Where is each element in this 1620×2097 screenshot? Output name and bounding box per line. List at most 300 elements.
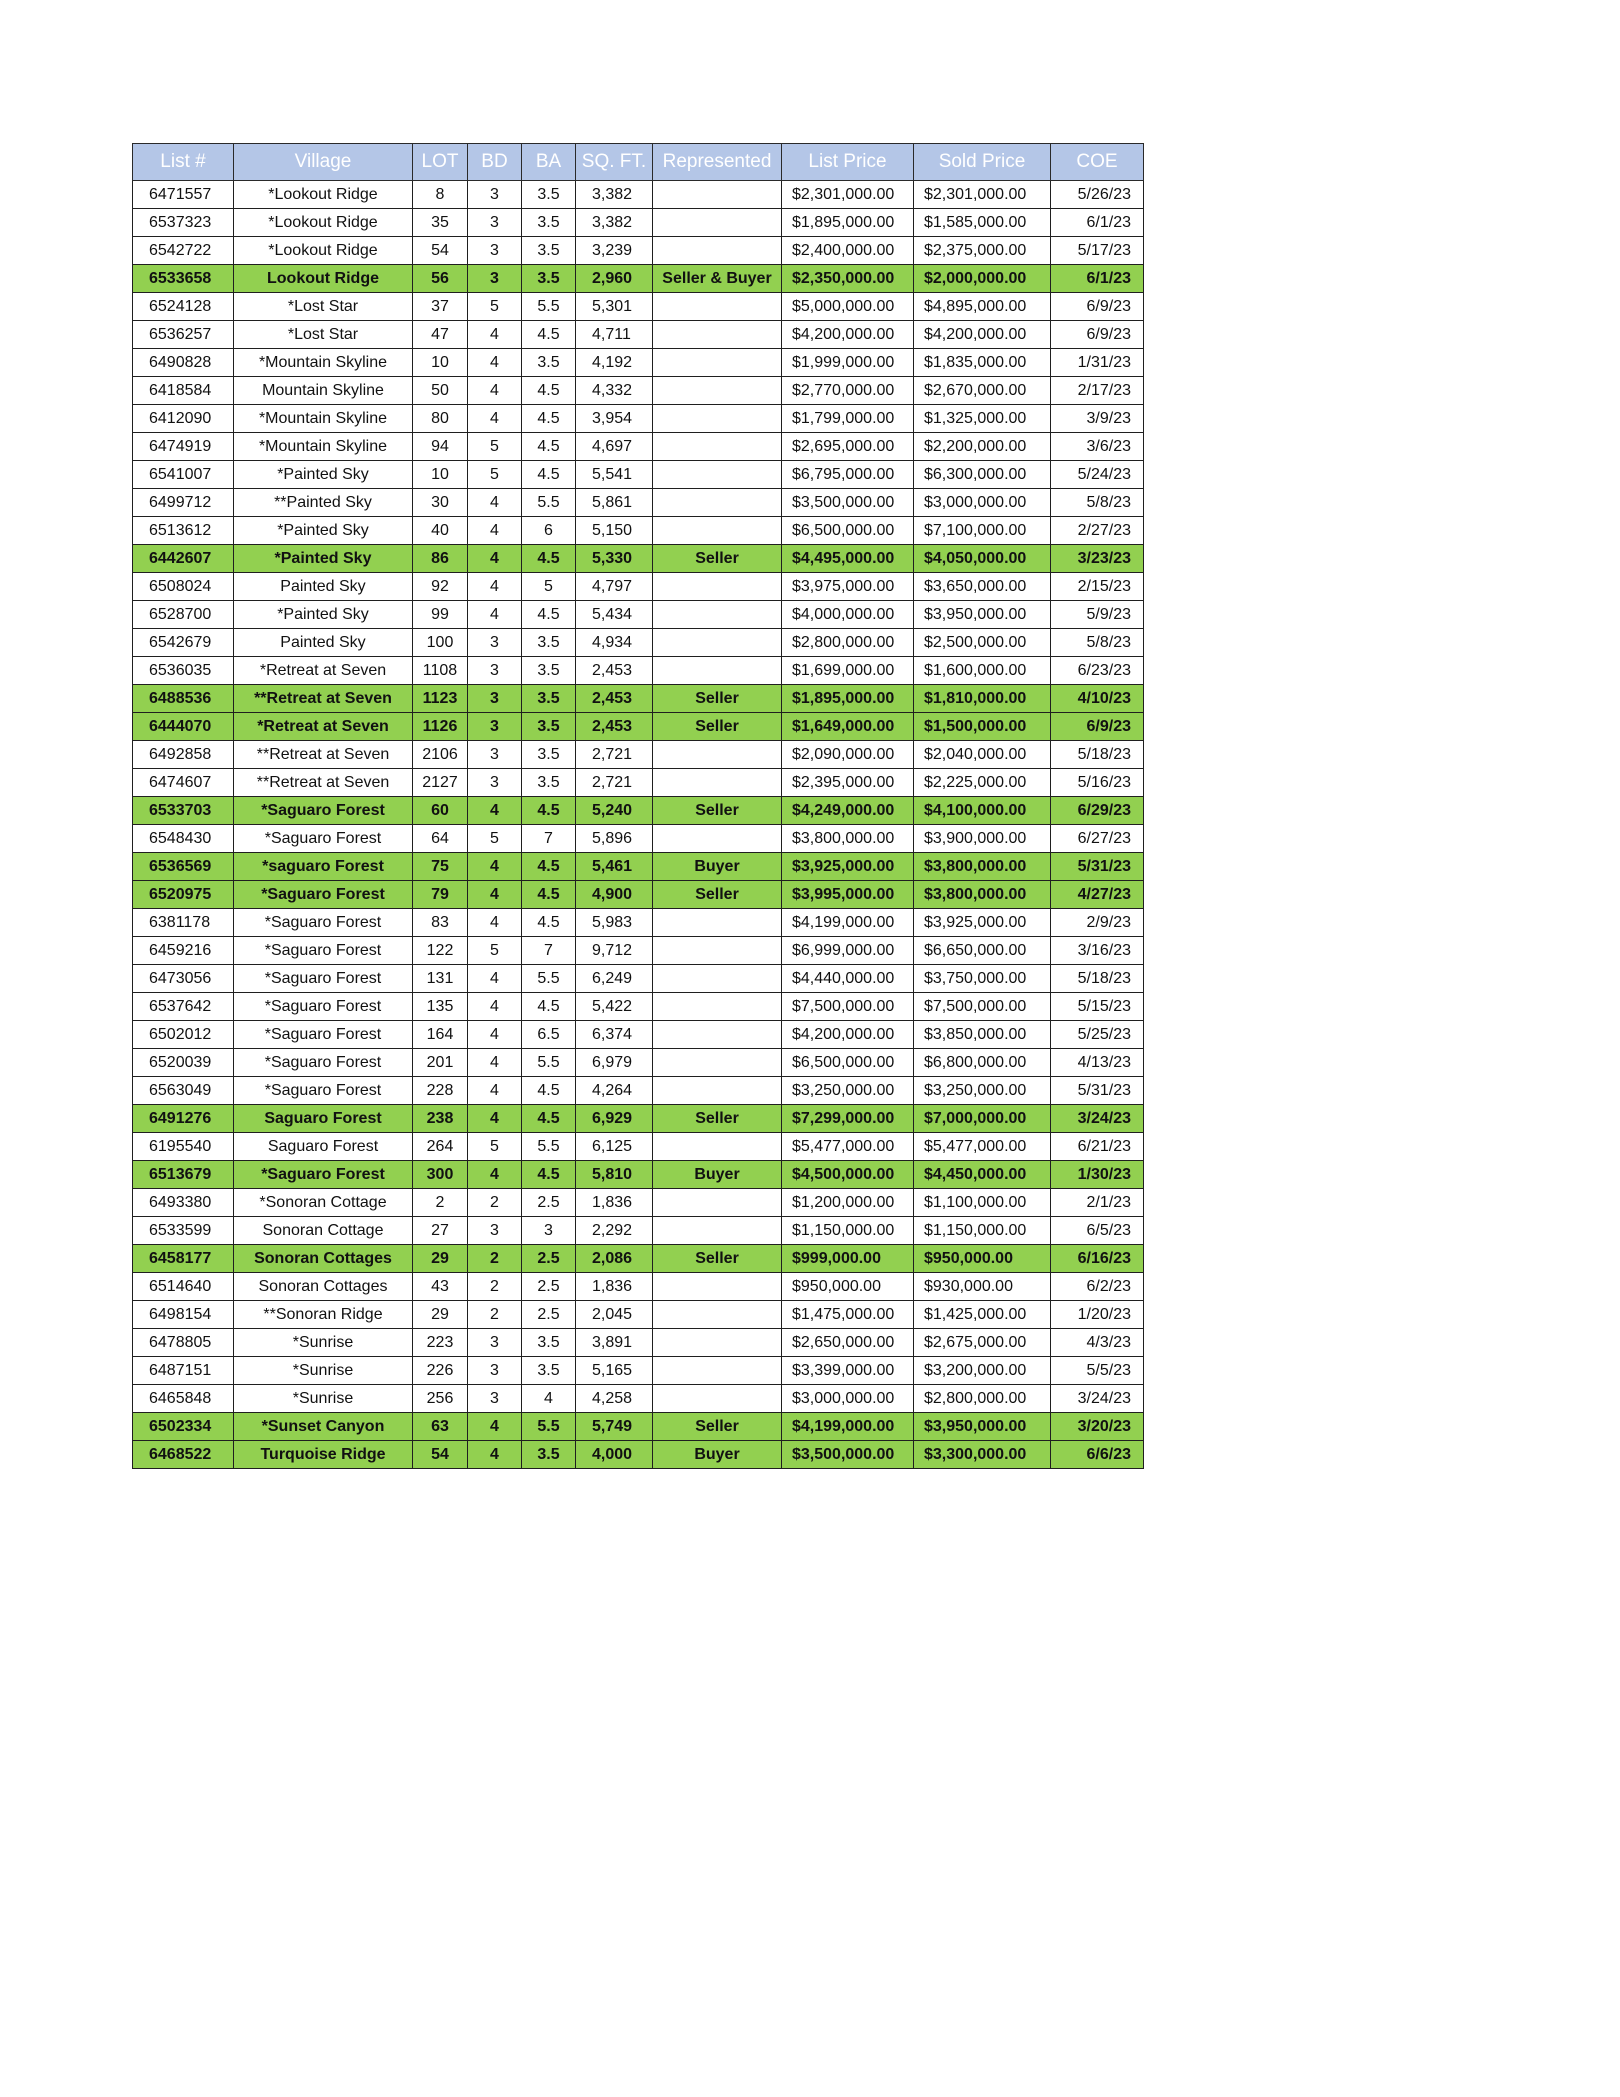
cell-village: *Saguaro Forest bbox=[234, 1077, 413, 1105]
cell-list-number: 6499712 bbox=[133, 489, 234, 517]
cell-village: Mountain Skyline bbox=[234, 377, 413, 405]
table-row bbox=[133, 545, 1144, 573]
cell-sold-price: $2,000,000.00 bbox=[914, 265, 1051, 293]
col-header-coe: COE bbox=[1051, 144, 1144, 181]
cell-list-number: 6468522 bbox=[133, 1441, 234, 1469]
cell-sold-price: $2,375,000.00 bbox=[914, 237, 1051, 265]
cell-village: *Painted Sky bbox=[234, 461, 413, 489]
cell-village: *saguaro Forest bbox=[234, 853, 413, 881]
cell-represented bbox=[653, 1329, 782, 1357]
cell-list-number: 6471557 bbox=[133, 181, 234, 209]
cell-lot: 54 bbox=[413, 1441, 468, 1469]
cell-sold-price: $4,200,000.00 bbox=[914, 321, 1051, 349]
cell-ba: 4.5 bbox=[522, 405, 576, 433]
cell-list-number: 6478805 bbox=[133, 1329, 234, 1357]
cell-bd: 4 bbox=[468, 405, 522, 433]
cell-ba: 2.5 bbox=[522, 1245, 576, 1273]
cell-sqft: 9,712 bbox=[576, 937, 653, 965]
cell-lot: 27 bbox=[413, 1217, 468, 1245]
cell-coe: 5/25/23 bbox=[1051, 1021, 1144, 1049]
cell-represented bbox=[653, 1301, 782, 1329]
cell-list-price: $4,500,000.00 bbox=[782, 1161, 914, 1189]
cell-lot: 238 bbox=[413, 1105, 468, 1133]
cell-sqft: 4,797 bbox=[576, 573, 653, 601]
cell-bd: 5 bbox=[468, 433, 522, 461]
cell-coe: 5/31/23 bbox=[1051, 1077, 1144, 1105]
cell-represented: Seller bbox=[653, 1413, 782, 1441]
cell-list-number: 6465848 bbox=[133, 1385, 234, 1413]
cell-sqft: 5,861 bbox=[576, 489, 653, 517]
cell-sqft: 2,086 bbox=[576, 1245, 653, 1273]
sales-table bbox=[132, 143, 1144, 1469]
cell-represented bbox=[653, 601, 782, 629]
cell-list-number: 6491276 bbox=[133, 1105, 234, 1133]
cell-bd: 4 bbox=[468, 573, 522, 601]
cell-ba: 4.5 bbox=[522, 1077, 576, 1105]
cell-sold-price: $7,500,000.00 bbox=[914, 993, 1051, 1021]
cell-lot: 29 bbox=[413, 1301, 468, 1329]
cell-list-price: $6,795,000.00 bbox=[782, 461, 914, 489]
cell-village: **Retreat at Seven bbox=[234, 769, 413, 797]
cell-bd: 2 bbox=[468, 1273, 522, 1301]
cell-sqft: 5,434 bbox=[576, 601, 653, 629]
cell-list-number: 6536257 bbox=[133, 321, 234, 349]
table-row bbox=[133, 1133, 1144, 1161]
cell-coe: 5/24/23 bbox=[1051, 461, 1144, 489]
cell-sqft: 2,453 bbox=[576, 657, 653, 685]
table-row bbox=[133, 461, 1144, 489]
cell-bd: 3 bbox=[468, 1357, 522, 1385]
cell-sqft: 3,891 bbox=[576, 1329, 653, 1357]
cell-ba: 3.5 bbox=[522, 657, 576, 685]
table-row bbox=[133, 405, 1144, 433]
cell-represented bbox=[653, 293, 782, 321]
cell-sqft: 6,374 bbox=[576, 1021, 653, 1049]
cell-sqft: 2,453 bbox=[576, 685, 653, 713]
cell-sqft: 2,292 bbox=[576, 1217, 653, 1245]
cell-ba: 7 bbox=[522, 937, 576, 965]
cell-list-number: 6502012 bbox=[133, 1021, 234, 1049]
cell-represented bbox=[653, 209, 782, 237]
table-row bbox=[133, 1217, 1144, 1245]
cell-ba: 3.5 bbox=[522, 237, 576, 265]
cell-bd: 4 bbox=[468, 517, 522, 545]
cell-list-number: 6542679 bbox=[133, 629, 234, 657]
cell-village: *Mountain Skyline bbox=[234, 349, 413, 377]
cell-list-price: $7,299,000.00 bbox=[782, 1105, 914, 1133]
cell-ba: 5.5 bbox=[522, 293, 576, 321]
cell-list-number: 6542722 bbox=[133, 237, 234, 265]
cell-sqft: 6,979 bbox=[576, 1049, 653, 1077]
cell-ba: 7 bbox=[522, 825, 576, 853]
cell-coe: 2/17/23 bbox=[1051, 377, 1144, 405]
cell-village: *Lost Star bbox=[234, 321, 413, 349]
cell-represented bbox=[653, 489, 782, 517]
cell-represented bbox=[653, 1385, 782, 1413]
cell-bd: 3 bbox=[468, 265, 522, 293]
cell-represented bbox=[653, 321, 782, 349]
cell-list-price: $4,249,000.00 bbox=[782, 797, 914, 825]
table-row bbox=[133, 1273, 1144, 1301]
cell-bd: 4 bbox=[468, 797, 522, 825]
cell-sqft: 4,258 bbox=[576, 1385, 653, 1413]
cell-list-number: 6444070 bbox=[133, 713, 234, 741]
cell-coe: 6/9/23 bbox=[1051, 321, 1144, 349]
cell-lot: 2 bbox=[413, 1189, 468, 1217]
cell-village: *Painted Sky bbox=[234, 545, 413, 573]
cell-represented: Buyer bbox=[653, 853, 782, 881]
cell-list-price: $3,399,000.00 bbox=[782, 1357, 914, 1385]
table-row bbox=[133, 937, 1144, 965]
cell-represented bbox=[653, 965, 782, 993]
cell-sqft: 3,382 bbox=[576, 209, 653, 237]
table-row bbox=[133, 237, 1144, 265]
cell-sold-price: $3,800,000.00 bbox=[914, 881, 1051, 909]
cell-lot: 223 bbox=[413, 1329, 468, 1357]
table-header bbox=[133, 144, 1144, 181]
col-header-sqft: SQ. FT. bbox=[576, 144, 653, 181]
cell-ba: 3.5 bbox=[522, 741, 576, 769]
cell-list-number: 6508024 bbox=[133, 573, 234, 601]
cell-bd: 4 bbox=[468, 1161, 522, 1189]
cell-list-number: 6458177 bbox=[133, 1245, 234, 1273]
cell-sqft: 5,749 bbox=[576, 1413, 653, 1441]
cell-village: *Saguaro Forest bbox=[234, 937, 413, 965]
cell-ba: 5.5 bbox=[522, 489, 576, 517]
cell-list-price: $1,200,000.00 bbox=[782, 1189, 914, 1217]
cell-list-price: $2,400,000.00 bbox=[782, 237, 914, 265]
cell-coe: 5/8/23 bbox=[1051, 629, 1144, 657]
cell-list-number: 6528700 bbox=[133, 601, 234, 629]
cell-sqft: 4,000 bbox=[576, 1441, 653, 1469]
cell-village: *Sonoran Cottage bbox=[234, 1189, 413, 1217]
cell-sold-price: $3,800,000.00 bbox=[914, 853, 1051, 881]
cell-lot: 86 bbox=[413, 545, 468, 573]
cell-sold-price: $6,800,000.00 bbox=[914, 1049, 1051, 1077]
cell-bd: 4 bbox=[468, 909, 522, 937]
cell-represented: Seller bbox=[653, 797, 782, 825]
cell-list-number: 6537323 bbox=[133, 209, 234, 237]
cell-represented bbox=[653, 1217, 782, 1245]
cell-village: *Saguaro Forest bbox=[234, 797, 413, 825]
table-row bbox=[133, 629, 1144, 657]
cell-bd: 4 bbox=[468, 1021, 522, 1049]
cell-represented bbox=[653, 657, 782, 685]
table-row bbox=[133, 1049, 1144, 1077]
cell-sqft: 6,125 bbox=[576, 1133, 653, 1161]
cell-represented bbox=[653, 237, 782, 265]
table-row bbox=[133, 657, 1144, 685]
cell-sold-price: $4,895,000.00 bbox=[914, 293, 1051, 321]
cell-sold-price: $6,300,000.00 bbox=[914, 461, 1051, 489]
table-row bbox=[133, 825, 1144, 853]
cell-sold-price: $2,500,000.00 bbox=[914, 629, 1051, 657]
cell-village: **Painted Sky bbox=[234, 489, 413, 517]
cell-coe: 4/10/23 bbox=[1051, 685, 1144, 713]
cell-ba: 4.5 bbox=[522, 601, 576, 629]
cell-bd: 4 bbox=[468, 601, 522, 629]
table-row bbox=[133, 433, 1144, 461]
cell-village: *Painted Sky bbox=[234, 517, 413, 545]
cell-represented bbox=[653, 1189, 782, 1217]
table-row bbox=[133, 741, 1144, 769]
cell-list-number: 6474607 bbox=[133, 769, 234, 797]
cell-ba: 4.5 bbox=[522, 433, 576, 461]
cell-represented bbox=[653, 1077, 782, 1105]
cell-ba: 5.5 bbox=[522, 1049, 576, 1077]
cell-bd: 5 bbox=[468, 461, 522, 489]
col-header-list-number: List # bbox=[133, 144, 234, 181]
cell-sold-price: $1,835,000.00 bbox=[914, 349, 1051, 377]
cell-sqft: 5,150 bbox=[576, 517, 653, 545]
col-header-list-price: List Price bbox=[782, 144, 914, 181]
cell-represented bbox=[653, 349, 782, 377]
cell-village: *Saguaro Forest bbox=[234, 965, 413, 993]
cell-sold-price: $3,850,000.00 bbox=[914, 1021, 1051, 1049]
cell-bd: 3 bbox=[468, 237, 522, 265]
cell-bd: 5 bbox=[468, 825, 522, 853]
cell-list-price: $2,301,000.00 bbox=[782, 181, 914, 209]
cell-list-price: $1,895,000.00 bbox=[782, 685, 914, 713]
cell-lot: 131 bbox=[413, 965, 468, 993]
cell-coe: 6/2/23 bbox=[1051, 1273, 1144, 1301]
table-row bbox=[133, 1329, 1144, 1357]
cell-lot: 60 bbox=[413, 797, 468, 825]
cell-village: Sonoran Cottages bbox=[234, 1245, 413, 1273]
cell-coe: 6/29/23 bbox=[1051, 797, 1144, 825]
cell-ba: 3.5 bbox=[522, 349, 576, 377]
cell-village: *Sunset Canyon bbox=[234, 1413, 413, 1441]
cell-sold-price: $2,301,000.00 bbox=[914, 181, 1051, 209]
cell-coe: 5/8/23 bbox=[1051, 489, 1144, 517]
cell-list-price: $3,000,000.00 bbox=[782, 1385, 914, 1413]
cell-list-price: $4,495,000.00 bbox=[782, 545, 914, 573]
cell-represented: Seller bbox=[653, 1245, 782, 1273]
cell-village: *Saguaro Forest bbox=[234, 1049, 413, 1077]
cell-village: Saguaro Forest bbox=[234, 1133, 413, 1161]
cell-ba: 3 bbox=[522, 1217, 576, 1245]
cell-village: *Saguaro Forest bbox=[234, 1021, 413, 1049]
cell-coe: 5/26/23 bbox=[1051, 181, 1144, 209]
cell-village: *Painted Sky bbox=[234, 601, 413, 629]
cell-lot: 228 bbox=[413, 1077, 468, 1105]
cell-list-number: 6536569 bbox=[133, 853, 234, 881]
table-row bbox=[133, 489, 1144, 517]
cell-ba: 3.5 bbox=[522, 629, 576, 657]
cell-sqft: 2,960 bbox=[576, 265, 653, 293]
cell-list-price: $6,500,000.00 bbox=[782, 517, 914, 545]
cell-lot: 75 bbox=[413, 853, 468, 881]
cell-represented bbox=[653, 433, 782, 461]
cell-ba: 4.5 bbox=[522, 853, 576, 881]
cell-list-number: 6487151 bbox=[133, 1357, 234, 1385]
cell-bd: 3 bbox=[468, 209, 522, 237]
cell-list-number: 6488536 bbox=[133, 685, 234, 713]
cell-list-number: 6520039 bbox=[133, 1049, 234, 1077]
cell-sold-price: $2,800,000.00 bbox=[914, 1385, 1051, 1413]
cell-village: Saguaro Forest bbox=[234, 1105, 413, 1133]
cell-represented bbox=[653, 1357, 782, 1385]
cell-coe: 6/9/23 bbox=[1051, 293, 1144, 321]
cell-represented: Seller bbox=[653, 685, 782, 713]
cell-list-price: $3,800,000.00 bbox=[782, 825, 914, 853]
table-row bbox=[133, 1105, 1144, 1133]
cell-list-number: 6474919 bbox=[133, 433, 234, 461]
cell-bd: 3 bbox=[468, 181, 522, 209]
table-row bbox=[133, 1357, 1144, 1385]
cell-lot: 2106 bbox=[413, 741, 468, 769]
cell-sqft: 5,330 bbox=[576, 545, 653, 573]
col-header-village: Village bbox=[234, 144, 413, 181]
cell-lot: 10 bbox=[413, 461, 468, 489]
cell-list-price: $4,200,000.00 bbox=[782, 1021, 914, 1049]
cell-list-price: $7,500,000.00 bbox=[782, 993, 914, 1021]
cell-bd: 4 bbox=[468, 853, 522, 881]
cell-sold-price: $1,810,000.00 bbox=[914, 685, 1051, 713]
cell-bd: 3 bbox=[468, 1217, 522, 1245]
cell-bd: 3 bbox=[468, 1385, 522, 1413]
cell-list-price: $5,000,000.00 bbox=[782, 293, 914, 321]
cell-bd: 3 bbox=[468, 1329, 522, 1357]
cell-represented bbox=[653, 1273, 782, 1301]
table-row bbox=[133, 713, 1144, 741]
cell-ba: 3.5 bbox=[522, 685, 576, 713]
cell-list-number: 6195540 bbox=[133, 1133, 234, 1161]
cell-list-number: 6473056 bbox=[133, 965, 234, 993]
cell-village: **Sonoran Ridge bbox=[234, 1301, 413, 1329]
cell-sold-price: $1,600,000.00 bbox=[914, 657, 1051, 685]
cell-lot: 201 bbox=[413, 1049, 468, 1077]
cell-bd: 4 bbox=[468, 321, 522, 349]
cell-list-number: 6524128 bbox=[133, 293, 234, 321]
cell-village: Sonoran Cottage bbox=[234, 1217, 413, 1245]
cell-lot: 264 bbox=[413, 1133, 468, 1161]
cell-sold-price: $1,425,000.00 bbox=[914, 1301, 1051, 1329]
cell-bd: 3 bbox=[468, 741, 522, 769]
cell-coe: 1/30/23 bbox=[1051, 1161, 1144, 1189]
cell-sold-price: $930,000.00 bbox=[914, 1273, 1051, 1301]
table-row bbox=[133, 293, 1144, 321]
cell-ba: 4.5 bbox=[522, 1161, 576, 1189]
cell-ba: 4.5 bbox=[522, 993, 576, 1021]
cell-ba: 3.5 bbox=[522, 209, 576, 237]
cell-lot: 40 bbox=[413, 517, 468, 545]
cell-list-number: 6533658 bbox=[133, 265, 234, 293]
cell-list-number: 6533703 bbox=[133, 797, 234, 825]
table-row bbox=[133, 517, 1144, 545]
cell-lot: 63 bbox=[413, 1413, 468, 1441]
cell-village: *Mountain Skyline bbox=[234, 433, 413, 461]
cell-sold-price: $3,300,000.00 bbox=[914, 1441, 1051, 1469]
cell-bd: 3 bbox=[468, 629, 522, 657]
cell-represented bbox=[653, 825, 782, 853]
cell-coe: 2/15/23 bbox=[1051, 573, 1144, 601]
cell-represented bbox=[653, 517, 782, 545]
cell-coe: 5/17/23 bbox=[1051, 237, 1144, 265]
cell-lot: 10 bbox=[413, 349, 468, 377]
cell-list-number: 6459216 bbox=[133, 937, 234, 965]
cell-ba: 2.5 bbox=[522, 1189, 576, 1217]
cell-coe: 5/9/23 bbox=[1051, 601, 1144, 629]
cell-ba: 4.5 bbox=[522, 881, 576, 909]
cell-bd: 5 bbox=[468, 293, 522, 321]
cell-village: *Saguaro Forest bbox=[234, 1161, 413, 1189]
cell-village: *Mountain Skyline bbox=[234, 405, 413, 433]
cell-lot: 30 bbox=[413, 489, 468, 517]
cell-lot: 64 bbox=[413, 825, 468, 853]
cell-list-number: 6548430 bbox=[133, 825, 234, 853]
cell-lot: 47 bbox=[413, 321, 468, 349]
cell-lot: 35 bbox=[413, 209, 468, 237]
cell-list-price: $3,250,000.00 bbox=[782, 1077, 914, 1105]
cell-village: *Lookout Ridge bbox=[234, 237, 413, 265]
cell-village: Turquoise Ridge bbox=[234, 1441, 413, 1469]
cell-ba: 5 bbox=[522, 573, 576, 601]
cell-lot: 2127 bbox=[413, 769, 468, 797]
cell-represented bbox=[653, 1133, 782, 1161]
table-row bbox=[133, 209, 1144, 237]
table-row bbox=[133, 685, 1144, 713]
cell-coe: 6/16/23 bbox=[1051, 1245, 1144, 1273]
cell-coe: 6/23/23 bbox=[1051, 657, 1144, 685]
cell-lot: 92 bbox=[413, 573, 468, 601]
cell-list-price: $1,699,000.00 bbox=[782, 657, 914, 685]
cell-list-price: $3,500,000.00 bbox=[782, 489, 914, 517]
cell-sqft: 5,461 bbox=[576, 853, 653, 881]
cell-list-number: 6563049 bbox=[133, 1077, 234, 1105]
col-header-ba: BA bbox=[522, 144, 576, 181]
cell-list-number: 6541007 bbox=[133, 461, 234, 489]
cell-list-price: $6,999,000.00 bbox=[782, 937, 914, 965]
cell-list-price: $1,475,000.00 bbox=[782, 1301, 914, 1329]
cell-sold-price: $4,450,000.00 bbox=[914, 1161, 1051, 1189]
cell-list-price: $2,770,000.00 bbox=[782, 377, 914, 405]
cell-ba: 3.5 bbox=[522, 265, 576, 293]
cell-bd: 4 bbox=[468, 881, 522, 909]
cell-village: *Lookout Ridge bbox=[234, 181, 413, 209]
cell-village: Painted Sky bbox=[234, 573, 413, 601]
cell-bd: 4 bbox=[468, 1441, 522, 1469]
cell-coe: 6/1/23 bbox=[1051, 265, 1144, 293]
cell-bd: 2 bbox=[468, 1245, 522, 1273]
cell-list-number: 6412090 bbox=[133, 405, 234, 433]
cell-sold-price: $3,200,000.00 bbox=[914, 1357, 1051, 1385]
cell-list-number: 6381178 bbox=[133, 909, 234, 937]
cell-coe: 2/1/23 bbox=[1051, 1189, 1144, 1217]
cell-list-price: $1,799,000.00 bbox=[782, 405, 914, 433]
cell-ba: 3.5 bbox=[522, 1329, 576, 1357]
cell-bd: 3 bbox=[468, 657, 522, 685]
cell-village: *Saguaro Forest bbox=[234, 909, 413, 937]
cell-represented: Seller bbox=[653, 713, 782, 741]
cell-coe: 2/27/23 bbox=[1051, 517, 1144, 545]
cell-ba: 2.5 bbox=[522, 1273, 576, 1301]
cell-bd: 4 bbox=[468, 965, 522, 993]
cell-sqft: 2,721 bbox=[576, 769, 653, 797]
cell-lot: 43 bbox=[413, 1273, 468, 1301]
col-header-sold-price: Sold Price bbox=[914, 144, 1051, 181]
cell-bd: 4 bbox=[468, 489, 522, 517]
cell-lot: 99 bbox=[413, 601, 468, 629]
cell-bd: 5 bbox=[468, 1133, 522, 1161]
cell-village: *Sunrise bbox=[234, 1385, 413, 1413]
cell-list-price: $1,649,000.00 bbox=[782, 713, 914, 741]
cell-coe: 5/5/23 bbox=[1051, 1357, 1144, 1385]
cell-sqft: 4,934 bbox=[576, 629, 653, 657]
table-row bbox=[133, 573, 1144, 601]
cell-list-number: 6533599 bbox=[133, 1217, 234, 1245]
cell-ba: 2.5 bbox=[522, 1301, 576, 1329]
